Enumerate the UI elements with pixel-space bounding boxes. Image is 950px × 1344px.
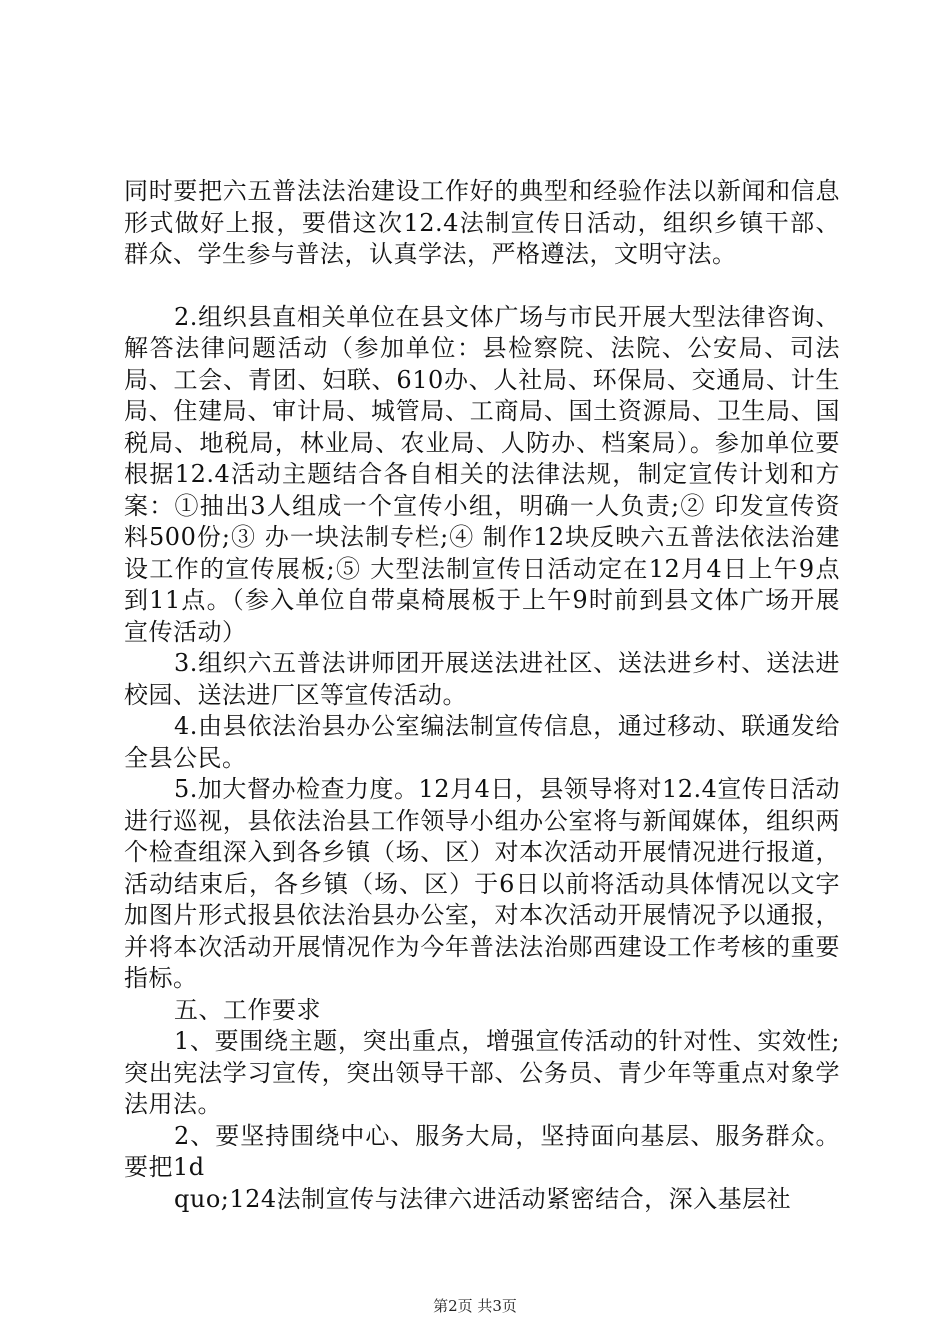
paragraph-4: 4.由县依法治县办公室编法制宣传信息，通过移动、联通发给全县公民。 — [124, 712, 840, 772]
paragraph-gap — [124, 271, 840, 302]
document-body — [124, 176, 840, 1215]
section-heading: 五、工作要求 — [174, 995, 321, 1024]
paragraph-5: 5.加大督办检查力度。12月4日，县领导将对12.4宣传日活动进行巡视，县依法治县工作领导小组办公室将与新闻媒体，组织两个检查组深入到各乡镇（场、区）对本次活动开展情况进行报道，活动结束后，各乡镇（场、区）于6日以前将活动具体情况以文字加图片形式报县依法治县办公室，对本次活动开展情况予以通报，并将本次活动开展情况作为今年普法法治郧西建设工作考核的重要指标。 — [124, 775, 840, 992]
paragraph-6: 1、要围绕主题，突出重点，增强宣传活动的针对性、实效性;突出宪法学习宣传，突出领导干部、公务员、青少年等重点对象学法用法。 — [124, 1027, 840, 1118]
paragraph-7: 2、要坚持围绕中心、服务大局，坚持面向基层、服务群众。要把1d — [124, 1121, 840, 1181]
paragraph-2: 2.组织县直相关单位在县文体广场与市民开展大型法律咨询、解答法律问题活动（参加单位：县检察院、法院、公安局、司法局、工会、青团、妇联、610办、人社局、环保局、交通局、计生局、住建局、审计局、城管局、工商局、国土资源局、卫生局、国税局、地税局，林业局、农业局、人防办、档案局）。参加单位要根据12.4活动主题结合各自相关的法律法规，制定宣传计划和方案：①抽出3人组成一个宣传小组，明确一人负责;② 印发宣传资料500份;③ 办一块法制专栏;④ 制作12块反映六五普法依法治建设工作的宣传展板;⑤ 大型法制宣传日活动定在12月4日上午9点到11点。（参入单位自带桌椅展板于上午9时前到县文体广场开展宣传活动） — [124, 302, 840, 646]
paragraph-3: 3.组织六五普法讲师团开展送法进社区、送法进乡村、送法进校园、送法进厂区等宣传活动。 — [124, 649, 840, 709]
paragraph-1: 同时要把六五普法法治建设工作好的典型和经验作法以新闻和信息形式做好上报，要借这次12.4法制宣传日活动，组织乡镇干部、群众、学生参与普法，认真学法，严格遵法，文明守法。 — [124, 177, 840, 268]
paragraph-8: quo;124法制宣传与法律六进活动紧密结合，深入基层社 — [174, 1184, 792, 1213]
page-number-footer: 第2页 共3页 — [433, 1297, 517, 1315]
